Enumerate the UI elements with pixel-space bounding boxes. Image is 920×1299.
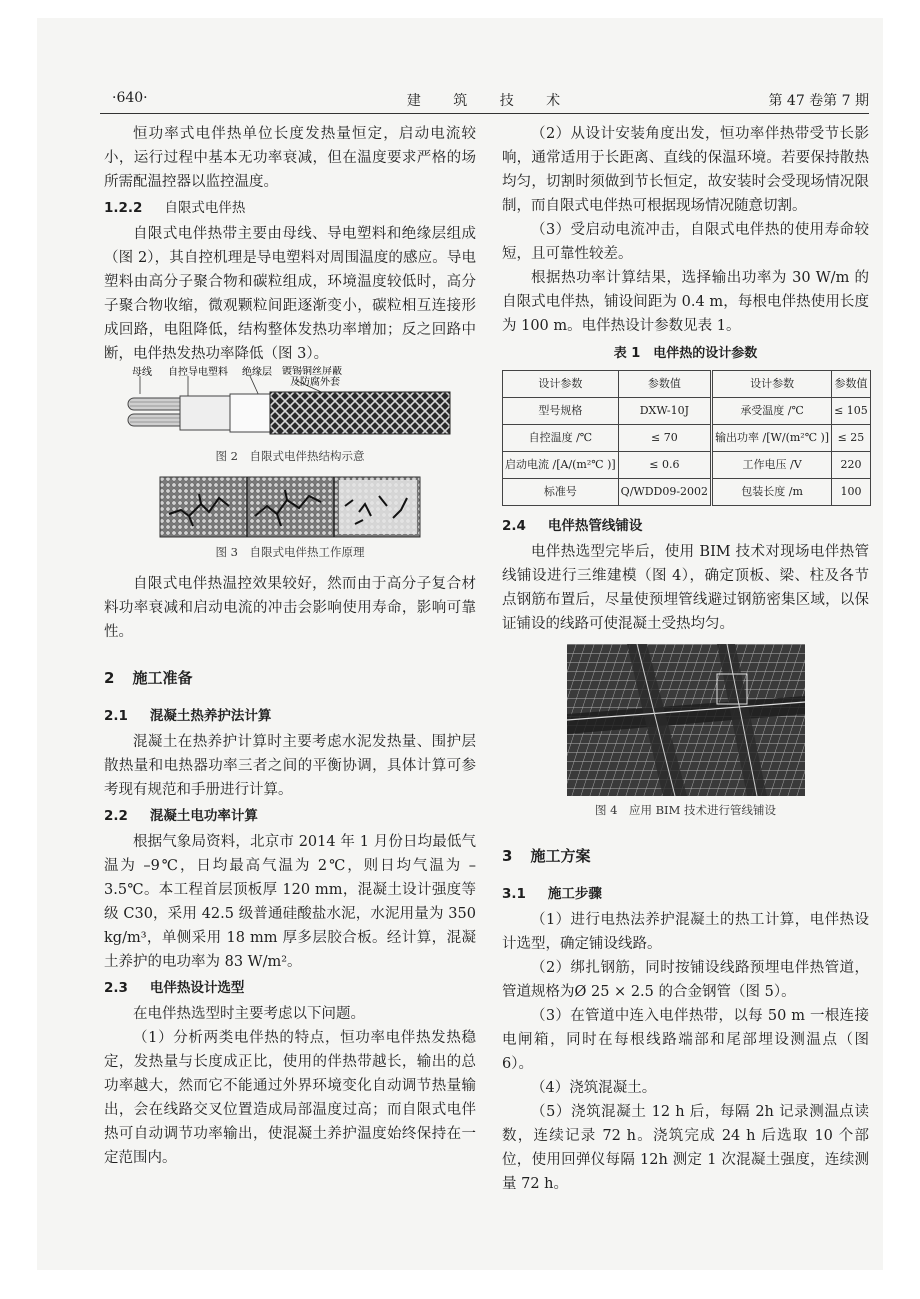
- section-heading: 3 施工方案: [502, 847, 591, 865]
- section-heading: 2.2 混凝土电功率计算: [104, 808, 258, 824]
- paragraph: （5）浇筑混凝土 12 h 后，每隔 2h 记录测温点读数，连续记录 72 h。浇筑完成 24 h 后选取 10 个部位，使用回弹仪每隔 12h 测定 1 次混凝土强度，连续测量 72 h。: [502, 1104, 869, 1192]
- running-header: [112, 90, 869, 112]
- paragraph: 根据气象局资料，北京市 2014 年 1 月份日均最低气温为 –9℃，日均最高气温为 2℃，则日均气温为 –3.5℃。本工程首层顶板厚 120 mm，混凝土设计强度等级 C30，采用 42.5 级普通硅酸盐水泥，水泥用量为 350 kg/m³，单侧采用 18 mm 厚多层胶合板。经计算，混凝土养护的电功率为 83 W/m²。: [104, 834, 476, 970]
- section-heading: 2.4 电伴热管线铺设: [502, 518, 643, 534]
- section-heading: 2.1 混凝土热养护法计算: [104, 708, 272, 724]
- page-number: ·640·: [112, 90, 148, 106]
- svg-text:自控导电塑料: 自控导电塑料: [168, 367, 228, 378]
- paragraph: （3）受启动电流冲击，自限式电伴热的使用寿命较短，且可靠性较差。: [502, 222, 869, 262]
- svg-text:母线: 母线: [132, 367, 152, 378]
- paragraph: 电伴热选型完毕后，使用 BIM 技术对现场电伴热管线铺设进行三维建模（图 4），确定顶板、梁、柱及各节点钢筋布置后，尽量使预埋管线避过钢筋密集区域，以保证铺设的线路可使混凝土受热均匀。: [502, 544, 869, 632]
- working-principle-figure: [159, 476, 421, 538]
- bim-model-figure: [567, 644, 805, 796]
- header-rule: [100, 113, 869, 114]
- table-row: 自控温度 /℃ ≤ 70 输出功率 /[W/(m²℃ )] ≤ 25: [503, 425, 871, 452]
- svg-text:及防腐外套: 及防腐外套: [290, 377, 340, 388]
- table-header-row: 设计参数 参数值 设计参数 参数值: [503, 371, 871, 398]
- left-column: [104, 122, 476, 1170]
- table-row: 启动电流 /[A/(m²℃ )] ≤ 0.6 工作电压 /V 220: [503, 452, 871, 479]
- svg-text:镀锡铜丝屏蔽: 镀锡铜丝屏蔽: [282, 366, 342, 377]
- paragraph: 自限式电伴热温控效果较好，然而由于高分子复合材料功率衰减和启动电流的冲击会影响使用寿命，影响可靠性。: [104, 576, 476, 640]
- svg-text:绝缘层: 绝缘层: [242, 367, 272, 378]
- paragraph: 根据热功率计算结果，选择输出功率为 30 W/m 的自限式电伴热，铺设间距为 0.4 m，每根电伴热使用长度为 100 m。电伴热设计参数见表 1。: [502, 270, 869, 334]
- paragraph: （2）绑扎钢筋，同时按铺设线路预埋电伴热管道，管道规格为Ø 25 × 2.5 的合金钢管（图 5）。: [502, 960, 869, 1000]
- paragraph: 自限式电伴热带主要由母线、导电塑料和绝缘层组成（图 2），其自控机理是导电塑料对周围温度的感应。导电塑料由高分子聚合物和碳粒组成，环境温度较低时，高分子聚合物收缩，微观颗粒间距逐渐变小，碳粒相互连接形成回路，电阻降低，结构整体发热功率增加；反之回路中断，电伴热发热功率降低（图 3）。: [104, 226, 476, 362]
- cable-structure-figure: [120, 366, 460, 442]
- paragraph: （1）进行电热法养护混凝土的热工计算，电伴热设计选型，确定铺设线路。: [502, 912, 869, 952]
- paragraph: （1）分析两类电伴热的特点，恒功率电伴热发热稳定，发热量与长度成正比，使用的伴热带越长，输出的总功率越大，然而它不能通过外界环境变化自动调节热量输出，会在线路交叉位置造成局部温度过高；而自限式电伴热可自动调节功率输出，使混凝土养护温度始终保持在一定范围内。: [104, 1030, 476, 1166]
- journal-title: 建 筑 技 术: [406, 93, 575, 109]
- table-caption: 表 1 电伴热的设计参数: [613, 346, 758, 361]
- section-heading: 2.3 电伴热设计选型: [104, 980, 245, 996]
- figure-caption: 图 2 自限式电伴热结构示意: [215, 449, 365, 463]
- section-heading: 3.1 施工步骤: [502, 886, 602, 902]
- paragraph: 混凝土在热养护计算时主要考虑水泥发热量、围护层散热量和电热器功率三者之间的平衡协调，具体计算可参考现有规范和手册进行计算。: [104, 734, 476, 798]
- paragraph: （3）在管道中连入电伴热带，以每 50 m 一根连接电闸箱，同时在每根线路端部和尾部埋设测温点（图 6）。: [502, 1008, 869, 1072]
- table-row: 型号规格 DXW-10J 承受温度 /℃ ≤ 105: [503, 398, 871, 425]
- figure-caption: 图 3 自限式电伴热工作原理: [215, 545, 365, 559]
- section-heading: 1.2.2 自限式电伴热: [104, 200, 246, 216]
- design-parameter-table: [502, 370, 871, 506]
- paragraph: 在电伴热选型时主要考虑以下问题。: [133, 1006, 365, 1022]
- right-column: [502, 122, 869, 1196]
- issue-label: 第 47 卷第 7 期: [768, 93, 869, 109]
- figure-caption: 图 4 应用 BIM 技术进行管线铺设: [594, 803, 777, 817]
- section-heading: 2 施工准备: [104, 669, 193, 687]
- table-row: 标准号 Q/WDD09-2002 包装长度 /m 100: [503, 479, 871, 506]
- paragraph: 恒功率式电伴热单位长度发热量恒定，启动电流较小，运行过程中基本无功率衰减，但在温度要求严格的场所需配温控器以监控温度。: [104, 126, 476, 190]
- paragraph: （2）从设计安装角度出发，恒功率伴热带受节长影响，通常适用于长距离、直线的保温环境。若要保持散热均匀，切割时须做到节长恒定，故安装时会受现场情况限制，而自限式电伴热可根据现场情况随意切割。: [502, 126, 869, 214]
- paragraph: （4）浇筑混凝土。: [531, 1080, 657, 1096]
